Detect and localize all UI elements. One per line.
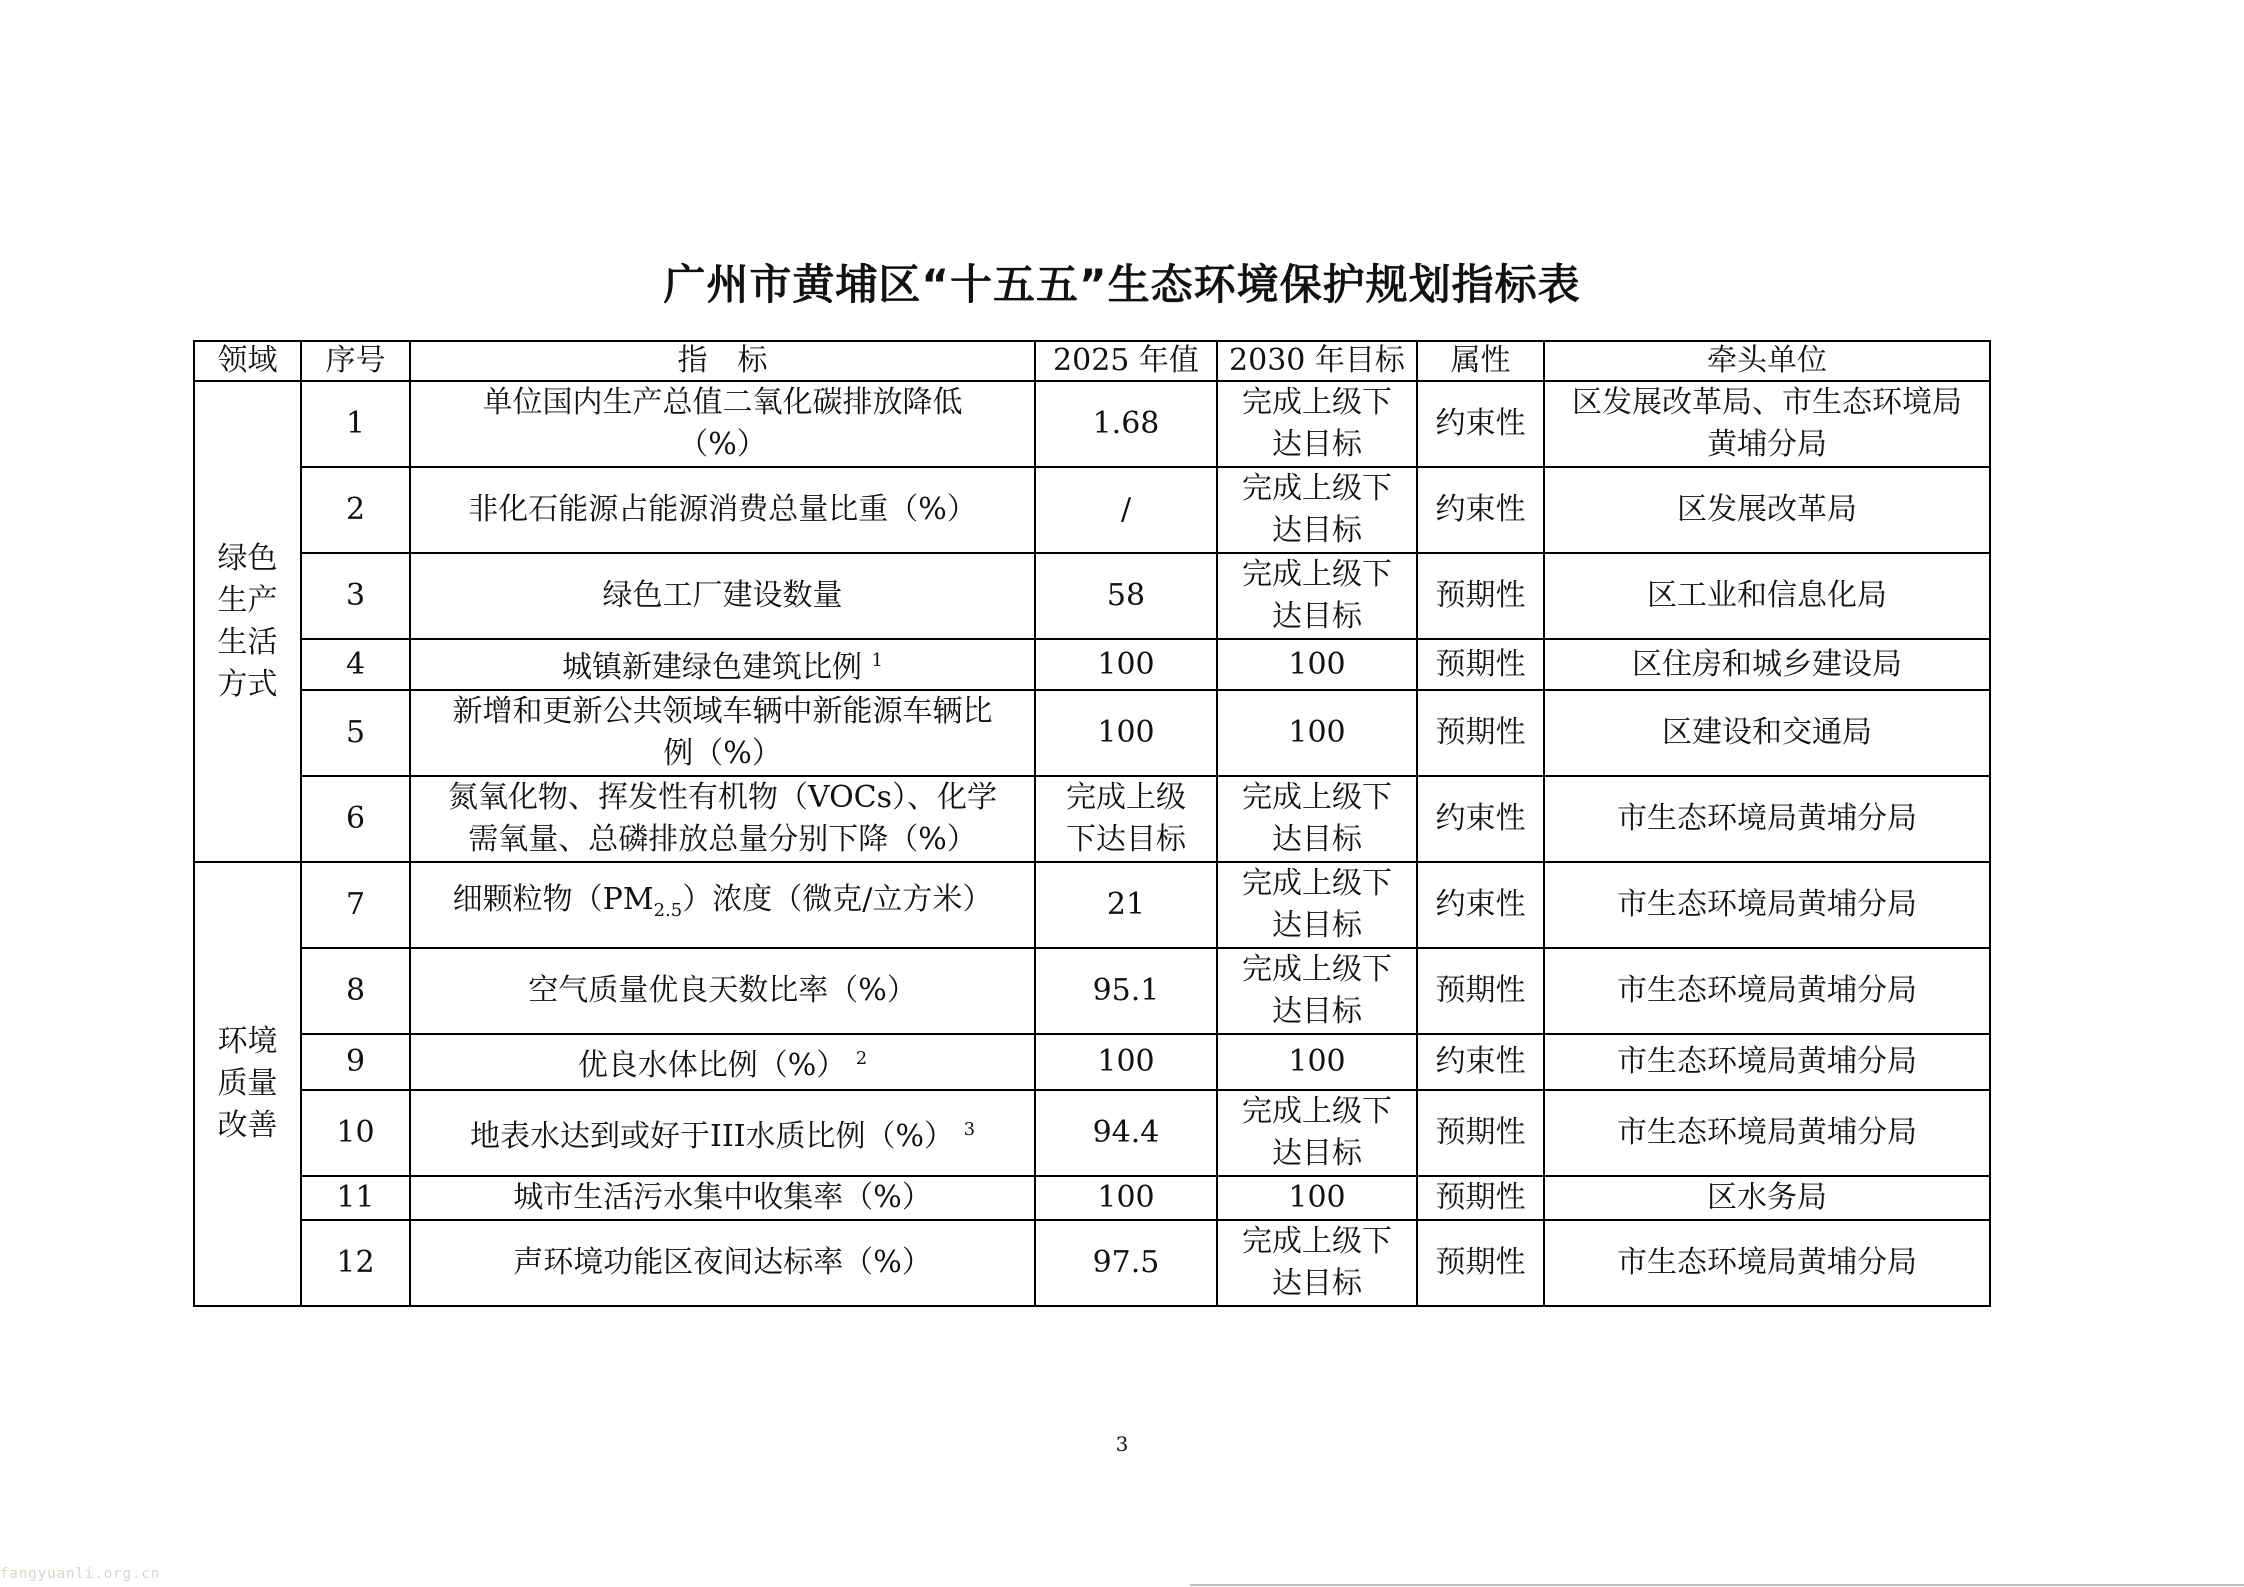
target-2030-line: 达目标 xyxy=(1272,1136,1362,1171)
target-2030 xyxy=(1217,690,1417,776)
target-2030-line: 完成上级下 xyxy=(1242,952,1392,987)
lead-unit-line: 区水务局 xyxy=(1707,1180,1827,1215)
target-2030 xyxy=(1217,467,1417,553)
value-2025 xyxy=(1035,467,1217,553)
row-number: 4 xyxy=(301,639,410,690)
value-2025-line: 94.4 xyxy=(1092,1115,1160,1150)
indicator-cell xyxy=(410,1090,1035,1176)
footer-rule xyxy=(1190,1584,2244,1586)
indicator-line: 空气质量优良天数比率（%） xyxy=(528,973,917,1008)
value-2025-line: 100 xyxy=(1097,1044,1155,1079)
indicator-cell xyxy=(410,381,1035,467)
value-2025 xyxy=(1035,381,1217,467)
indicator-cell xyxy=(410,467,1035,553)
target-2030-line: 完成上级下 xyxy=(1242,866,1392,901)
target-2030-line: 完成上级下 xyxy=(1242,1094,1392,1129)
indicator-line: 声环境功能区夜间达标率（%） xyxy=(513,1245,932,1280)
domain-line: 改善 xyxy=(217,1108,278,1143)
indicator-cell xyxy=(410,1220,1035,1306)
lead-unit xyxy=(1544,1090,1990,1176)
row-number: 3 xyxy=(301,553,410,639)
target-2030 xyxy=(1217,1090,1417,1176)
value-2025-line: 95.1 xyxy=(1092,973,1160,1008)
lead-unit xyxy=(1544,862,1990,948)
lead-unit xyxy=(1544,690,1990,776)
domain-line: 绿色 xyxy=(217,540,278,576)
indicator-line: 城镇新建绿色建筑比例 xyxy=(562,650,862,685)
attribute-cell: 预期性 xyxy=(1417,1176,1544,1220)
lead-unit-line: 区住房和城乡建设局 xyxy=(1632,646,1902,682)
header-domain: 领域 xyxy=(194,341,301,381)
attribute-cell: 预期性 xyxy=(1417,690,1544,776)
table-row xyxy=(194,553,1990,639)
attribute-cell: 预期性 xyxy=(1417,948,1544,1034)
table-row xyxy=(194,948,1990,1034)
lead-unit-line: 黄埔分局 xyxy=(1707,427,1827,462)
value-2025-line: 100 xyxy=(1097,715,1155,750)
indicator-text: 细颗粒物（PM xyxy=(452,881,654,917)
header-target-2030: 2030 年目标 xyxy=(1217,341,1417,381)
lead-unit-line: 区发展改革局、市生态环境局 xyxy=(1572,385,1962,420)
target-2030 xyxy=(1217,1034,1417,1090)
indicator-table xyxy=(193,340,1991,1307)
target-2030-line: 达目标 xyxy=(1272,427,1362,462)
value-2025 xyxy=(1035,776,1217,862)
target-2030 xyxy=(1217,381,1417,467)
domain-line: 生活 xyxy=(217,624,278,660)
lead-unit-line: 市生态环境局黄埔分局 xyxy=(1617,887,1917,922)
attribute-cell: 预期性 xyxy=(1417,1220,1544,1306)
page-number: 3 xyxy=(1115,1432,1129,1456)
value-2025-line: 1.68 xyxy=(1092,406,1160,441)
attribute-cell: 预期性 xyxy=(1417,639,1544,690)
target-2030-line: 完成上级下 xyxy=(1242,385,1392,420)
indicator-line: 单位国内生产总值二氧化碳排放降低 xyxy=(482,385,963,420)
target-2030-line: 完成上级下 xyxy=(1242,557,1392,592)
indicator-cell xyxy=(410,948,1035,1034)
target-2030-line: 100 xyxy=(1288,715,1346,750)
indicator-line: 需氧量、总磷排放总量分别下降（%） xyxy=(468,822,977,857)
domain-line: 环境 xyxy=(217,1024,278,1059)
target-2030-line: 完成上级下 xyxy=(1242,1224,1392,1259)
indicator-line: 非化石能源占能源消费总量比重（%） xyxy=(468,492,977,527)
header-row xyxy=(194,341,1990,381)
value-2025 xyxy=(1035,690,1217,776)
watermark: fangyuanli.org.cn xyxy=(0,1566,161,1582)
target-2030-line: 达目标 xyxy=(1272,994,1362,1029)
table-row xyxy=(194,1034,1990,1090)
value-2025 xyxy=(1035,1090,1217,1176)
indicator-line: 例（%） xyxy=(663,736,782,771)
row-number: 10 xyxy=(301,1090,410,1176)
value-2025 xyxy=(1035,1176,1217,1220)
target-2030-line: 达目标 xyxy=(1272,599,1362,634)
table-row xyxy=(194,381,1990,467)
table-row xyxy=(194,467,1990,553)
page-title: 广州市黄埔区“十五五”生态环境保护规划指标表 xyxy=(663,260,1581,309)
header-number: 序号 xyxy=(301,341,410,381)
lead-unit xyxy=(1544,467,1990,553)
value-2025-line: 97.5 xyxy=(1092,1245,1160,1280)
indicator-line: 绿色工厂建设数量 xyxy=(602,578,843,613)
lead-unit-line: 区建设和交通局 xyxy=(1662,715,1872,750)
lead-unit xyxy=(1544,1220,1990,1306)
attribute-cell: 预期性 xyxy=(1417,553,1544,639)
value-2025 xyxy=(1035,1220,1217,1306)
target-2030-line: 达目标 xyxy=(1272,908,1362,943)
row-number: 7 xyxy=(301,862,410,948)
target-2030-line: 达目标 xyxy=(1272,513,1362,548)
row-number: 5 xyxy=(301,690,410,776)
attribute-cell: 约束性 xyxy=(1417,776,1544,862)
lead-unit xyxy=(1544,553,1990,639)
attribute-cell: 约束性 xyxy=(1417,381,1544,467)
table-row xyxy=(194,1176,1990,1220)
value-2025 xyxy=(1035,639,1217,690)
row-number: 11 xyxy=(301,1176,410,1220)
value-2025-line: 100 xyxy=(1097,1180,1155,1215)
row-number: 12 xyxy=(301,1220,410,1306)
indicator-cell xyxy=(410,639,1035,690)
indicator-line: 城市生活污水集中收集率（%） xyxy=(513,1180,932,1215)
value-2025-line: 100 xyxy=(1097,646,1155,682)
value-2025-line: 下达目标 xyxy=(1066,822,1186,857)
table-row xyxy=(194,639,1990,690)
domain-line: 方式 xyxy=(217,666,278,702)
lead-unit-line: 市生态环境局黄埔分局 xyxy=(1617,1115,1917,1150)
target-2030-line: 达目标 xyxy=(1272,1266,1362,1301)
header-indicator: 指 标 xyxy=(410,341,1035,381)
indicator-text: ）浓度（微克/立方米） xyxy=(682,881,993,917)
header-value-2025: 2025 年值 xyxy=(1035,341,1217,381)
target-2030 xyxy=(1217,1220,1417,1306)
indicator-cell xyxy=(410,776,1035,862)
table-row xyxy=(194,1220,1990,1306)
value-2025 xyxy=(1035,948,1217,1034)
target-2030-line: 达目标 xyxy=(1272,822,1362,857)
row-number: 8 xyxy=(301,948,410,1034)
lead-unit xyxy=(1544,1034,1990,1090)
target-2030-line: 完成上级下 xyxy=(1242,471,1392,506)
indicator-line: 氮氧化物、挥发性有机物（VOCs）、化学 xyxy=(447,780,998,815)
target-2030 xyxy=(1217,776,1417,862)
indicator-cell xyxy=(410,1176,1035,1220)
footnote-marker: 3 xyxy=(963,1118,976,1140)
header-lead-unit: 牵头单位 xyxy=(1544,341,1990,381)
value-2025-line: / xyxy=(1120,492,1132,527)
domain-cell xyxy=(194,862,301,1306)
value-2025 xyxy=(1035,553,1217,639)
domain-line: 质量 xyxy=(217,1066,278,1101)
footnote-marker: 1 xyxy=(871,650,883,671)
indicator-line: （%） xyxy=(678,427,767,462)
footnote-marker: 2 xyxy=(855,1047,868,1069)
lead-unit-line: 市生态环境局黄埔分局 xyxy=(1617,1044,1917,1079)
attribute-cell: 约束性 xyxy=(1417,467,1544,553)
domain-cell xyxy=(194,381,301,862)
indicator-cell xyxy=(410,690,1035,776)
table-row xyxy=(194,862,1990,948)
table-row xyxy=(194,690,1990,776)
row-number: 9 xyxy=(301,1034,410,1090)
row-number: 1 xyxy=(301,381,410,467)
lead-unit-line: 市生态环境局黄埔分局 xyxy=(1617,1245,1917,1280)
table-row xyxy=(194,776,1990,862)
value-2025-line: 完成上级 xyxy=(1066,780,1186,815)
lead-unit xyxy=(1544,639,1990,690)
lead-unit-line: 市生态环境局黄埔分局 xyxy=(1617,801,1917,836)
lead-unit-line: 区发展改革局 xyxy=(1677,492,1857,527)
row-number: 2 xyxy=(301,467,410,553)
indicator-cell xyxy=(410,1034,1035,1090)
indicator-line: 新增和更新公共领域车辆中新能源车辆比 xyxy=(452,694,993,729)
value-2025-line: 21 xyxy=(1106,887,1146,922)
lead-unit xyxy=(1544,1176,1990,1220)
target-2030-line: 100 xyxy=(1288,1044,1346,1079)
indicator-line: 优良水体比例（%） xyxy=(577,1047,847,1083)
indicator-cell xyxy=(410,862,1035,948)
target-2030-line: 100 xyxy=(1288,646,1346,682)
indicator-subscript: 2.5 xyxy=(653,899,683,921)
domain-line: 生产 xyxy=(217,582,278,618)
value-2025 xyxy=(1035,1034,1217,1090)
attribute-cell: 约束性 xyxy=(1417,1034,1544,1090)
target-2030 xyxy=(1217,553,1417,639)
value-2025-line: 58 xyxy=(1106,578,1146,613)
row-number: 6 xyxy=(301,776,410,862)
attribute-cell: 预期性 xyxy=(1417,1090,1544,1176)
lead-unit xyxy=(1544,381,1990,467)
indicator-cell xyxy=(410,553,1035,639)
value-2025 xyxy=(1035,862,1217,948)
lead-unit xyxy=(1544,948,1990,1034)
target-2030 xyxy=(1217,862,1417,948)
lead-unit-line: 市生态环境局黄埔分局 xyxy=(1617,973,1917,1008)
attribute-cell: 约束性 xyxy=(1417,862,1544,948)
indicator-line: 地表水达到或好于III水质比例（%） xyxy=(469,1118,955,1154)
lead-unit xyxy=(1544,776,1990,862)
target-2030-line: 完成上级下 xyxy=(1242,780,1392,815)
table-row xyxy=(194,1090,1990,1176)
target-2030 xyxy=(1217,948,1417,1034)
target-2030 xyxy=(1217,1176,1417,1220)
target-2030 xyxy=(1217,639,1417,690)
header-attribute: 属性 xyxy=(1417,341,1544,381)
target-2030-line: 100 xyxy=(1288,1180,1346,1215)
lead-unit-line: 区工业和信息化局 xyxy=(1647,578,1887,613)
